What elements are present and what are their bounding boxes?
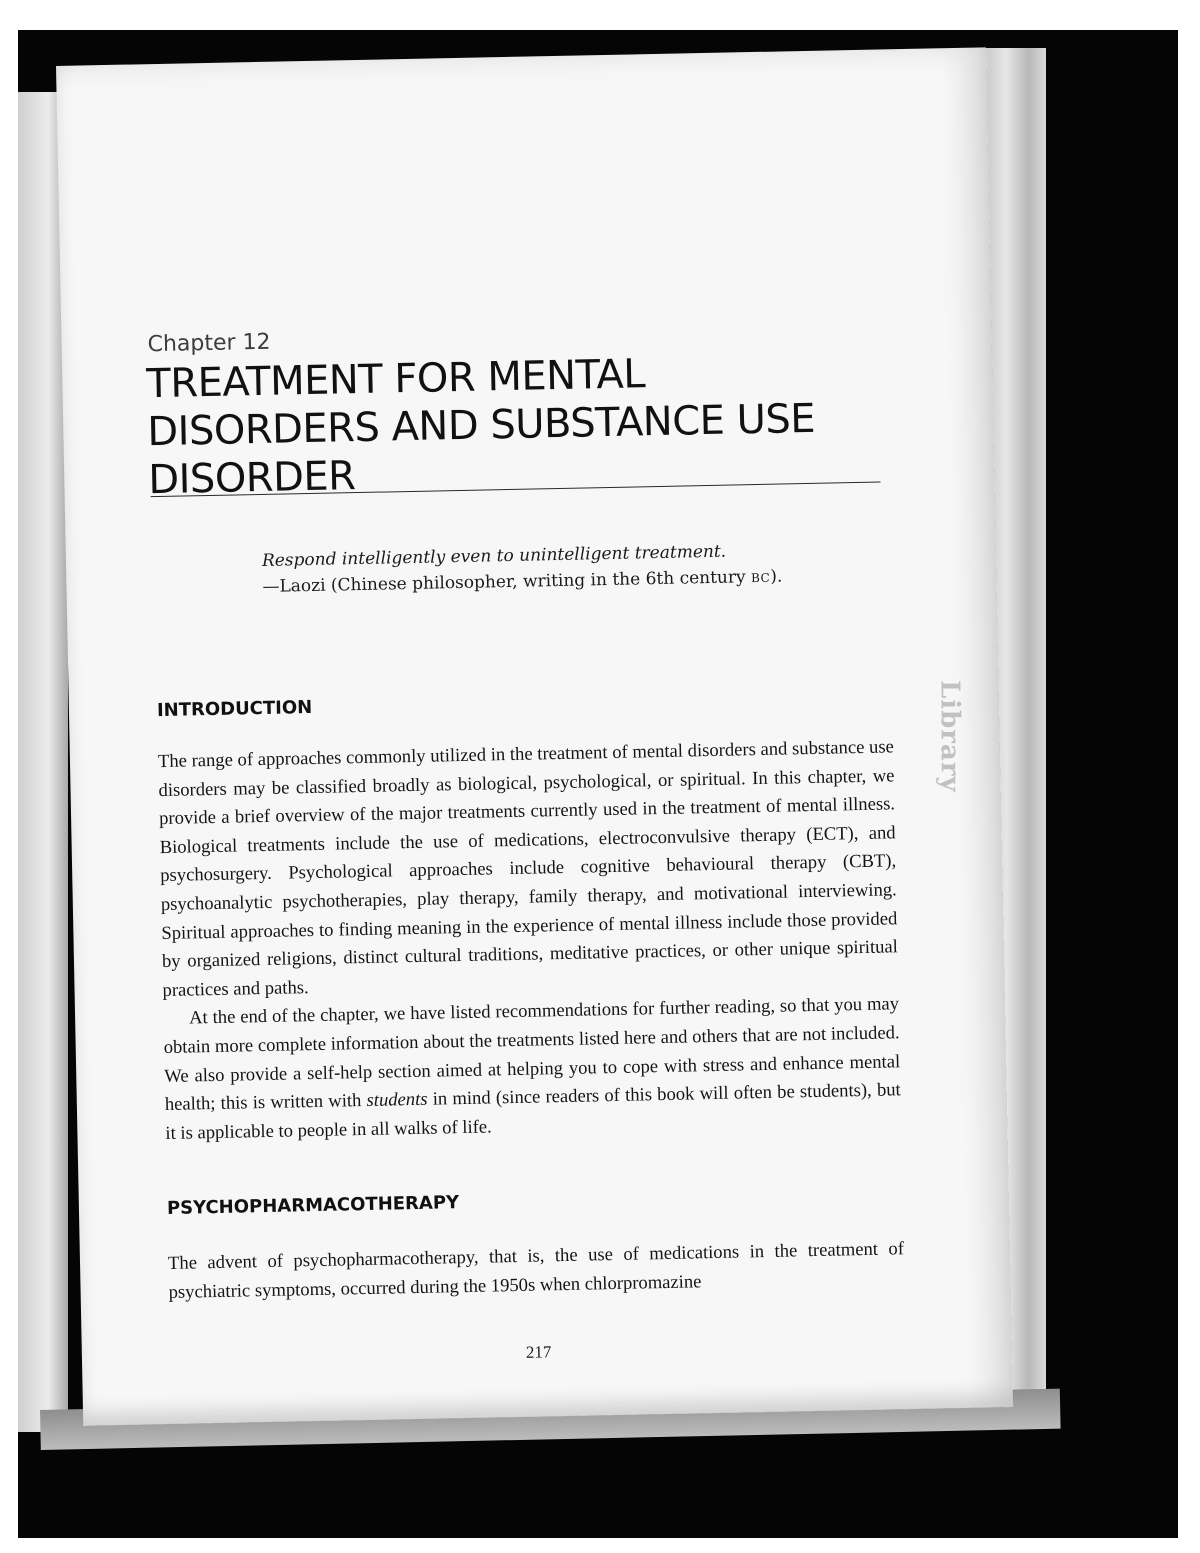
introduction-paragraph-2 bbox=[163, 991, 902, 1149]
library-stamp: Library bbox=[934, 679, 965, 793]
paragraph-2-text-b: in mind (since readers of this book will often be students), but it is applicable to people in all walks of life. bbox=[165, 1079, 901, 1144]
introduction-body bbox=[158, 733, 902, 1148]
epigraph-quote: Respond intelligently even to unintelligent treatment. bbox=[261, 541, 727, 571]
attribution-era: BC bbox=[750, 570, 771, 586]
page-number: 217 bbox=[525, 1342, 552, 1362]
chapter-label: Chapter 12 bbox=[147, 329, 271, 358]
section-heading-psychopharmacotherapy: PSYCHOPHARMACOTHERAPY bbox=[166, 1192, 460, 1220]
attribution-close: ). bbox=[770, 566, 783, 587]
paragraph-2-emphasis: students bbox=[366, 1088, 428, 1112]
psychopharmacotherapy-paragraph-1: The advent of psychopharmacotherapy, that is, the use of medications in the treatment of psychiatric symptoms, occurred during the 1950s when chlorpromazine bbox=[167, 1238, 905, 1303]
section-heading-introduction: INTRODUCTION bbox=[156, 696, 313, 722]
attribution-text: —Laozi (Chinese philosopher, writing in the 6th century bbox=[262, 567, 752, 597]
psychopharmacotherapy-body bbox=[168, 1235, 905, 1307]
introduction-paragraph-1: The range of approaches commonly utilized in the treatment of mental disorders and substance use disorders may be classified broadly as biological, psychological, or spiritual. In this chapter, we provide a brief overview of the major treatments currently used in the treatment of mental illness. Biological treatments include the use of medications, electroconvulsive therapy (ECT), and psychosurgery. Psychological approaches include cognitive behavioural therapy (CBT), psychoanalytic psychotherapies, play therapy, family therapy, and motivational interviewing. Spiritual approaches to finding meaning in the experience of mental illness include those provided by organized religions, distinct cultural traditions, meditative practices, or other unique spiritual practices and paths. bbox=[157, 736, 899, 1001]
epigraph bbox=[262, 536, 863, 601]
book-page bbox=[56, 47, 1013, 1425]
chapter-title: TREATMENT FOR MENTAL DISORDERS AND SUBSTANCE USE DISORDER bbox=[145, 351, 816, 504]
paragraph-2-text-a: At the end of the chapter, we have listed recommendations for further reading, so that you may obtain more complete information about the treatments listed here and others that are not included. We also provide a self-help section aimed at helping you to cope with stress and enhance mental health; this is written with bbox=[163, 993, 901, 1116]
